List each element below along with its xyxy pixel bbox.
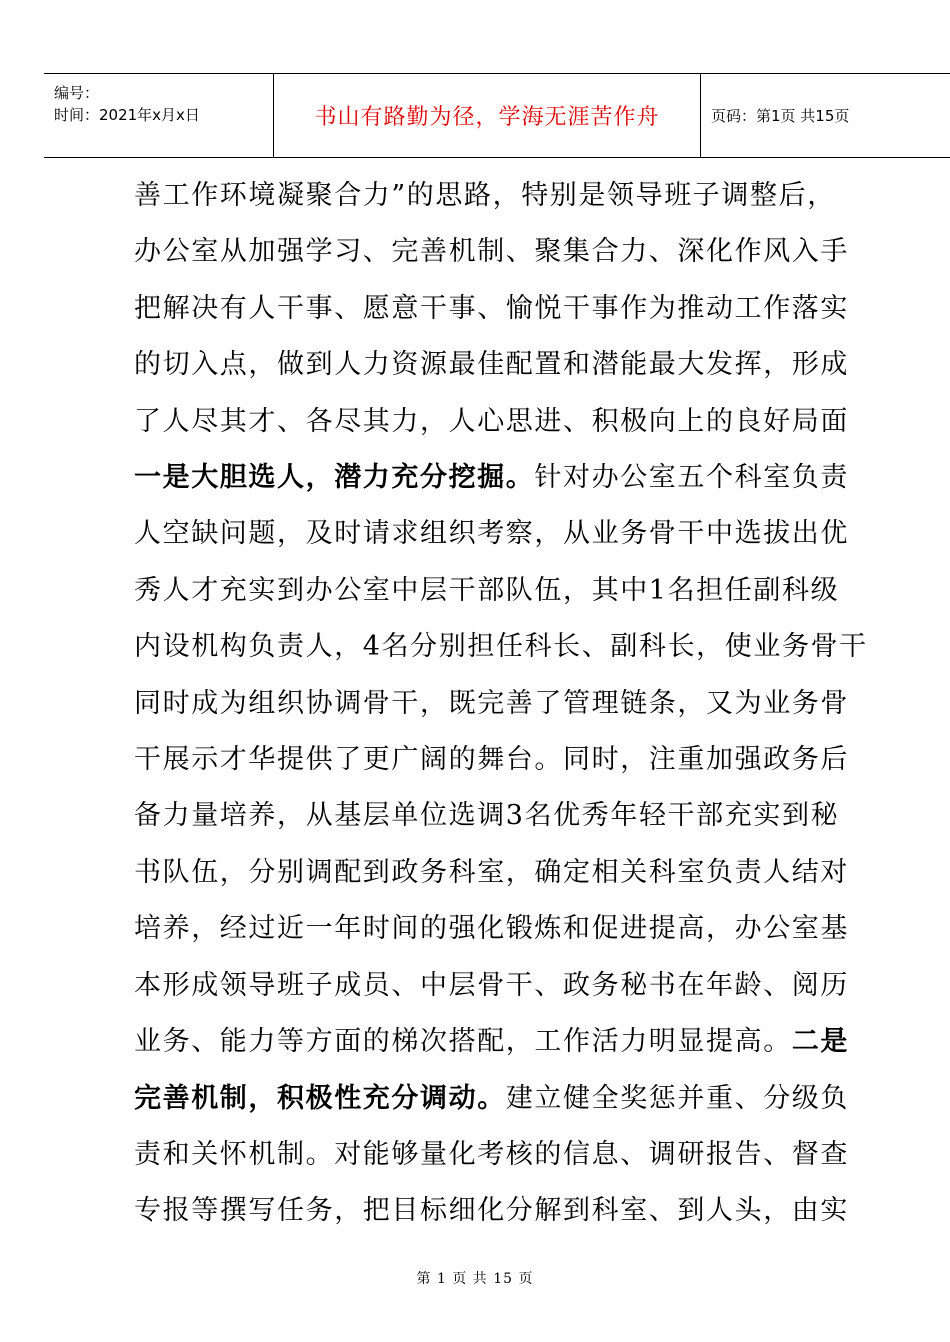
document-time-label: 时间：2021年x月x日: [54, 106, 200, 124]
body-line-tail: 建立健全奖惩并重、分级负: [505, 1082, 850, 1114]
header-page-info-cell: [701, 74, 950, 157]
body-line: 秀人才充实到办公室中层干部队伍，其中1名担任副科级: [134, 574, 840, 606]
body-line-with-heading: [134, 450, 856, 506]
header-motto: 书山有路勤为径，学海无涯苦作舟: [314, 105, 660, 130]
body-line: 责和关怀机制。对能够量化考核的信息、调研报告、督查: [134, 1138, 849, 1170]
body-line: 内设机构负责人，4名分别担任科长、副科长，使业务骨干: [134, 631, 868, 663]
body-line: 的切入点，做到人力资源最佳配置和潜能最大发挥，形成: [134, 349, 849, 381]
body-line: 备力量培养，从基层单位选调3名优秀年轻干部充实到秘: [134, 800, 840, 832]
body-line: 本形成领导班子成员、中层骨干、政务秘书在年龄、阅历: [134, 969, 849, 1001]
body-line: 专报等撰写任务，把目标细化分解到科室、到人头，由实: [134, 1195, 849, 1227]
body-line: 培养，经过近一年时间的强化锻炼和促进提高，办公室基: [134, 913, 849, 945]
header-page-info: 页码：第1页 共15页: [711, 107, 850, 125]
page-header: [44, 73, 950, 158]
body-line: 人空缺问题，及时请求组织考察，从业务骨干中选拔出优: [134, 518, 849, 550]
section-heading-2: 完善机制，积极性充分调动。: [134, 1082, 506, 1114]
header-meta: [44, 74, 274, 157]
body-line: 把解决有人干事、愿意干事、愉悦干事作为推动工作落实: [134, 292, 849, 324]
section-heading-1: 一是大胆选人，潜力充分挖掘。: [134, 462, 535, 494]
body-line: 书队伍，分别调配到政务科室，确定相关科室负责人结对: [134, 856, 849, 888]
document-number-label: 编号：: [54, 84, 100, 102]
body-line: 干展示才华提供了更广阔的舞台。同时，注重加强政务后: [134, 744, 849, 776]
body-line-with-heading: [134, 1071, 856, 1127]
body-line: 同时成为组织协调骨干，既完善了管理链条，又为业务骨: [134, 687, 849, 719]
body-line: 办公室从加强学习、完善机制、聚集合力、深化作风入手: [134, 236, 849, 268]
body-line: 善工作环境凝聚合力”的思路，特别是领导班子调整后，: [134, 180, 836, 211]
document-body: [134, 168, 868, 1240]
body-line-with-heading: [134, 1014, 856, 1070]
section-heading-2-start: 二是: [791, 1026, 850, 1058]
header-motto-cell: [274, 74, 701, 157]
body-line-tail: 针对办公室五个科室负责: [534, 462, 850, 494]
body-line: 了人尽其才、各尽其力，人心思进、积极向上的良好局面: [134, 405, 849, 437]
body-line-head: 业务、能力等方面的梯次搭配，工作活力明显提高。: [134, 1026, 792, 1058]
page-footer: 第 1 页 共 15 页: [416, 1271, 534, 1287]
